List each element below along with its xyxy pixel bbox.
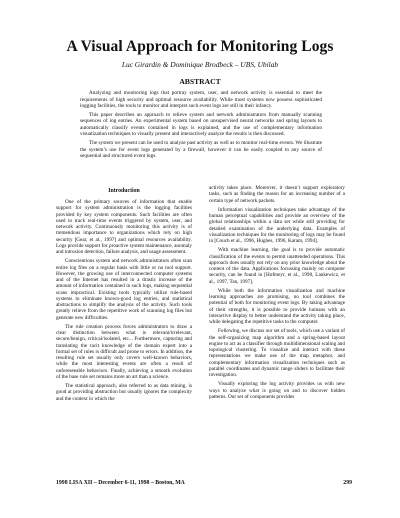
body-paragraph: Information visualization techniques take advantage of the human perceptual capabilities and provide an overview of the global relationships within a data set while still providing for detailed examination of the underlying data. Examples of visualization techniques for the monitoring of logs may be found in [Couch et al., 1996, Hughes, 1996, Karam, 1994]. [209, 206, 345, 244]
footer-venue: 1998 LISA XII – December 6-11, 1998 – Boston, MA [56, 480, 185, 486]
abstract-paragraph: Analyzing and monitoring logs that portray system, user, and network activity is essential to meet the requirements of high security and optimal resource availability. While most systems now possess sophisticated logging facilities, the tools to monitor and interpret such event logs are still in their infancy. [80, 90, 322, 109]
abstract-paragraph: The system we present can be used to analyze past activity as well as to monitor real-time events. We illustrate the system’s use for event logs generated by a firewall, however it can be easily coupled to any source of sequential and structured event logs. [80, 140, 322, 160]
body-paragraph: With machine learning, the goal is to provide automatic classification of the events to permit unattended operations. This approach does usually not rely on any prior knowledge about the content of the data. Applications focussing mainly on computer security, can be found in [Hofmeyr, et al., 1998, Lankewicz, et al., 1997, Tan, 1997]. [209, 247, 345, 285]
body-paragraph: One of the primary sources of information that enable support for system administration is the logging facilities provided by key system components. Such facilities are often used to track real-time events triggered by system, user, and network activity. Continuously monitoring this activity is of tremendous importance to organizations which rely on high security [Gear, et al., 1997] and optimal resources availability. Logs provide support for proactive system maintenance, anomaly and intrusion detection, failure analysis, and usage assessment. [56, 199, 192, 255]
introduction-heading: Introduction [108, 188, 140, 194]
body-paragraph: activity takes place. Moreover, it doesn’t support exploratory tasks, such as finding the reason for an increasing number of a certain type of network packets. [209, 185, 345, 204]
left-column [56, 188, 192, 405]
page-number: 299 [343, 480, 352, 486]
paper-title: A Visual Approach for Monitoring Logs [66, 38, 334, 55]
body-paragraph: The rule creation process forces administrators to draw a clear distinction between what is relevant/irrelevant, secure/benign, critical/isolated, etc... Furthermore, capturing and translating the tacit knowledge of the domain expert into a formal set of rules is difficult and prone to errors. In addition, the resulting rule set usually only covers well-known behaviors, while the most interesting events are often a result of unforeseeable behaviors. Finally, achieving a smooth evolution of the base rule set remains more an art than a science. [56, 323, 192, 380]
abstract-paragraph: This paper describes an approach to relieve system and network administrators from manually scanning sequences of log entries. An experimental system based on unsupervised neural networks and spring layouts to automatically classify events contained in logs is explained, and the use of complementary information visualization techniques to visually present and interactively analyze the results is then discussed. [80, 111, 322, 138]
right-column [209, 185, 345, 403]
body-paragraph: Following, we discuss our set of tools, which use a variant of the self-organizing map algorithm and a spring-based layout engine to act as a classifier through multidimensional scaling and topological clustering. To visualize and interact with these representations we make use of the map metaphor, and complementary information visualization techniques such as parallel coordinates and dynamic range sliders to facilitate their investigation. [209, 328, 345, 378]
paper-authors: Luc Girardin & Dominique Brodbeck – UBS, Ubilab [121, 60, 279, 69]
body-paragraph: The statistical approach, also referred to as data mining, is good at providing abstraction but usually ignores the complexity and the context in which the [56, 383, 192, 402]
body-paragraph: Visually exploring the log activity provides us with new ways to analyze what is going on and to discover hidden patterns. Our set of components provides [209, 381, 345, 400]
abstract-heading: ABSTRACT [179, 77, 221, 86]
body-paragraph: While both the information visualization and machine learning approaches are promising, no tool combines the potential of both for monitoring event logs. By taking advantage of their strengths, it is possible to provide humans with an interactive display to better understand the activity taking place, while delegating the repetitive tasks to the computer. [209, 287, 345, 325]
abstract-body [80, 90, 322, 162]
body-paragraph: Conscientious system and network administrators often scan entire log files on a regular basis with little or no tool support. However, the growing use of interconnected computer systems and of the Internet has resulted in a drastic increase of the amount of information contained in such logs, making sequential scans impractical. Existing tools typically utilize rule-based systems to eliminate known-good log entries, and statistical abstractions to simplify the analysis of the activity. Such tools greatly relieve from the repetitive work of scanning log files but generate new difficulties. [56, 258, 192, 321]
